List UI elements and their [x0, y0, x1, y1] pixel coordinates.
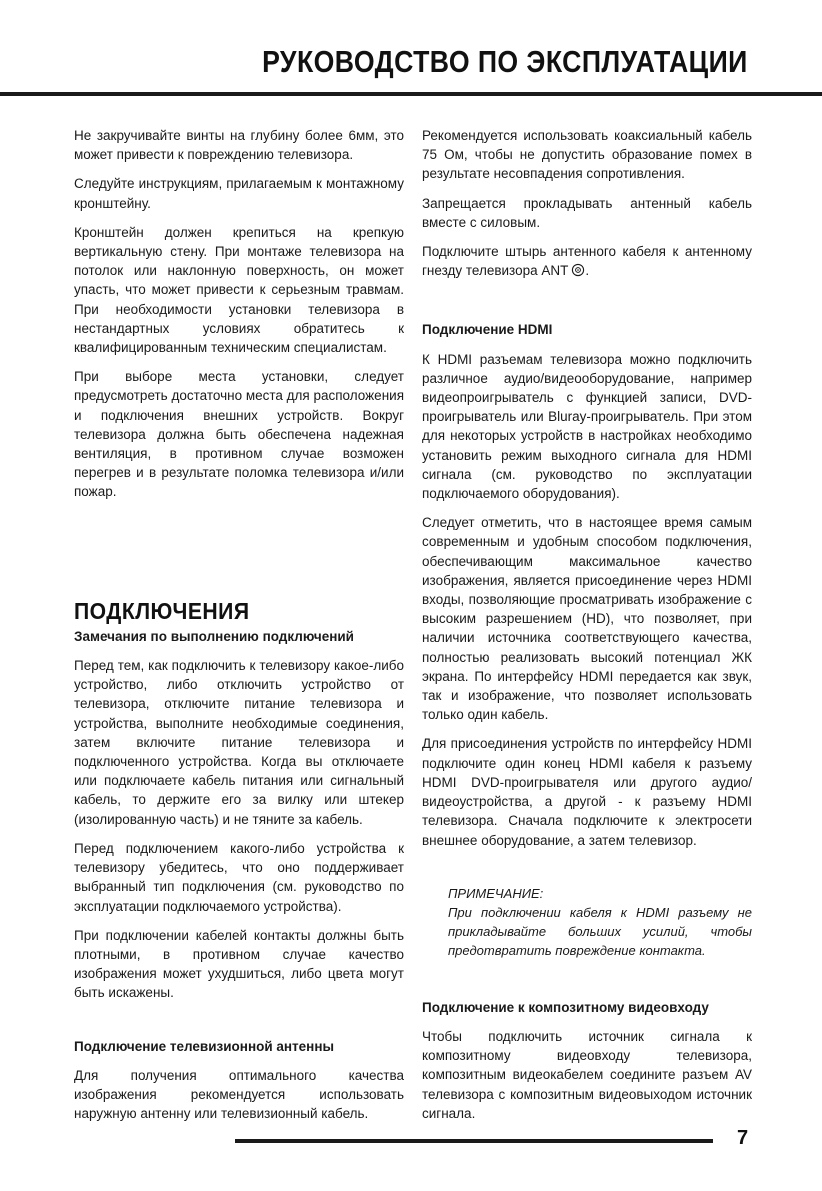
paragraph: К HDMI разъемам телевизора можно подключить различное аудио/видеооборудование, например видеопроигрыватель с функцией записи, DVD-проигрыватель или Bluray-проигрыватель. При этом для некоторых устройств в настройках необходимо установить режим выходного сигнала для HDMI сигнала (см. руководство по эксплуатации подключаемого оборудования).: [422, 351, 752, 502]
page-number: 7: [737, 1127, 749, 1149]
paragraph: При подключении кабелей контакты должны быть плотными, в противном случае качество изображения может ухудшиться, либо цвета могут быть искажены.: [74, 927, 404, 1001]
notes-heading: Замечания по выполнению подключений: [74, 628, 354, 644]
paragraph-antenna: Подключите штырь антенного кабеля к антенному гнезду телевизора ANT .: [422, 244, 752, 279]
paragraph: Чтобы подключить источник сигнала к композитному видеовходу телевизора, композитным видеокабелем соедините разъем AV телевизора с композитным видеовыходом источник сигнала.: [422, 1028, 752, 1121]
paragraph: Следует отметить, что в настоящее время самым современным и удобным способом подключения, обеспечивающим максимальное качество изображения, является присоединение через HDMI входы, позволяющие просматривать изображение с высоким разрешением (HD), что позволяет, при наличии источника соответствующего качества, полностью реализовать высокий потенциал ЖК экрана. По интерфейсу HDMI передается как звук, так и изображение, что позволяет использовать только один кабель.: [422, 515, 752, 723]
composite-heading: Подключение к композитному видеовходу: [422, 999, 709, 1015]
hdmi-heading: Подключение HDMI: [422, 322, 553, 338]
right-column: [422, 126, 752, 1133]
paragraph: Перед подключением какого-либо устройства к телевизору убедитесь, что оно поддерживает выбранный тип подключения (см. руководство по эксплуатации подключаемого устройства).: [74, 840, 404, 914]
note-block: [448, 884, 752, 960]
paragraph: Кронштейн должен крепиться на крепкую вертикальную стену. При монтаже телевизора на потолок или наклонную поверхность, он может упасть, что может привести к серьезным травмам. При необходимости установки телевизора в нестандартных условиях обратитесь к квалифицированным техническим специалистам.: [74, 224, 404, 356]
note-label: ПРИМЕЧАНИЕ:: [448, 885, 544, 901]
paragraph: Рекомендуется использовать коаксиальный кабель 75 Ом, чтобы не допустить образование помех в результате несовпадения сопротивления.: [422, 128, 752, 182]
page-header-title: РУКОВОДСТВО ПО ЭКСПЛУАТАЦИИ: [262, 44, 748, 79]
paragraph: Для присоединения устройств по интерфейсу HDMI подключите один конец HDMI кабеля к разъему HDMI DVD-проигрывателя или другого аудио/видеоустройства, а другой - к разъему HDMI телевизора. Сначала подключите к электросети внешнее оборудование, а затем телевизор.: [422, 736, 752, 848]
footer-rule: [235, 1139, 713, 1143]
note-text: При подключении кабеля к HDMI разъему не прикладывайте больших усилий, чтобы предотвратить повреждение контакта.: [448, 904, 752, 958]
header-rule: [0, 92, 822, 96]
paragraph: При выборе места установки, следует предусмотреть достаточно места для расположения и подключения внешних устройств. Вокруг телевизора должна быть обеспечена надежная вентиляция, в противном случае возможен перегрев и в результате поломка телевизора и/или пожар.: [74, 369, 404, 500]
paragraph: Следуйте инструкциям, прилагаемым к монтажному кронштейну.: [74, 176, 404, 211]
paragraph: Запрещается прокладывать антенный кабель вместе с силовым.: [422, 195, 752, 230]
section-title: ПОДКЛЮЧЕНИЯ: [74, 597, 250, 624]
antenna-socket-icon: [571, 263, 585, 277]
paragraph: Перед тем, как подключить к телевизору какое-либо устройство, либо отключить устройство от телевизора, отключите питание телевизора и устройства, выполните необходимые соединения, затем включите питание телевизора и подключенного устройства. Когда вы отключаете или подключаете кабель питания или сигнальный кабель, то держите его за вилку или штекер (изолированную часть) и не тяните за кабель.: [74, 658, 404, 827]
antenna-heading: Подключение телевизионной антенны: [74, 1038, 335, 1054]
paragraph-text: Подключите штырь антенного кабеля к антенному гнезду телевизора ANT: [422, 244, 752, 279]
left-column: [74, 126, 404, 1133]
paragraph: Для получения оптимального качества изображения рекомендуется использовать наружную антенну или телевизионный кабель.: [74, 1067, 404, 1122]
paragraph: Не закручивайте винты на глубину более 6мм, это может привести к повреждению телевизора.: [74, 128, 404, 163]
